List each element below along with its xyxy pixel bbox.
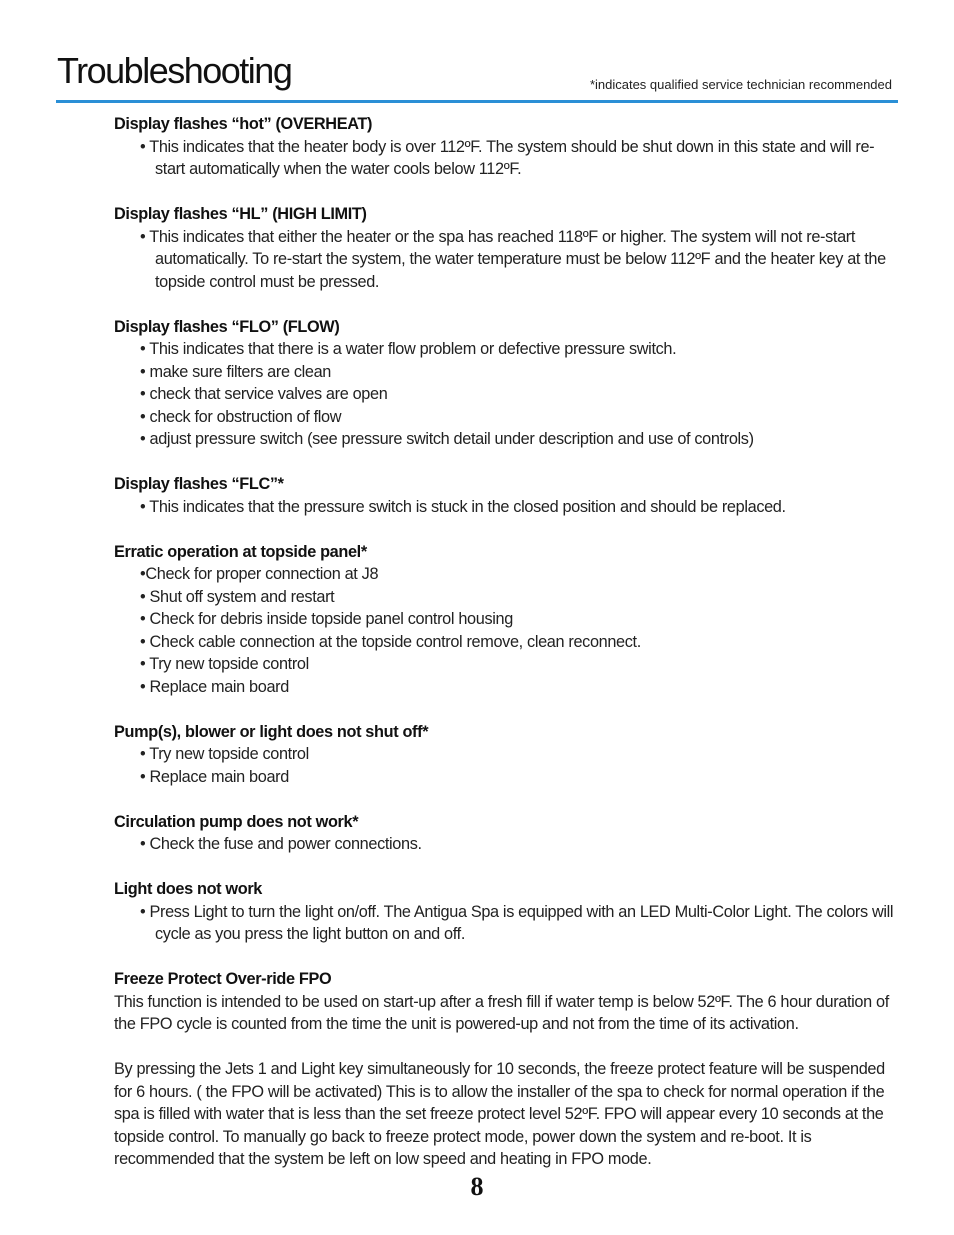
bullet-item: • check for obstruction of flow (140, 407, 342, 426)
bullet-item: • Replace main board (140, 677, 289, 696)
bullet-item: • This indicates that there is a water flow problem or defective pressure switch. (140, 340, 677, 358)
bullet-item: • This indicates that the pressure switch is stuck in the closed position and should be replaced. (140, 497, 786, 516)
section-light (114, 878, 896, 946)
section-heading: Erratic operation at topside panel* (114, 542, 367, 561)
section-heading: Freeze Protect Over-ride FPO (114, 970, 332, 988)
section-heading: Display flashes “HL” (HIGH LIMIT) (114, 205, 367, 223)
section-erratic-operation (114, 541, 896, 699)
fpo-paragraph: This function is intended to be used on start-up after a fresh fill if water temp is below 52ºF. The 6 hour duration of the FPO cycle is counted from the time the unit is powered-up and not from the time of its activation. (114, 992, 889, 1033)
bullet-item: • Try new topside control (140, 745, 309, 763)
section-freeze-protect (114, 968, 896, 1171)
page-number: 8 (470, 1172, 484, 1201)
header-rule (56, 100, 898, 103)
section-heading: Circulation pump does not work* (114, 812, 359, 831)
troubleshooting-content (114, 113, 896, 1193)
bullet-item: •Check for proper connection at J8 (140, 565, 379, 583)
bullet-item: • Check for debris inside topside panel control housing (140, 610, 513, 628)
bullet-item: • Replace main board (140, 767, 289, 786)
bullet-item: • Check the fuse and power connections. (140, 835, 422, 853)
bullet-item: • check that service valves are open (140, 385, 388, 403)
page-title: Troubleshooting (57, 50, 292, 91)
section-overheat (114, 113, 896, 181)
section-flow (114, 316, 896, 451)
bullet-item: • This indicates that either the heater or the spa has reached 118ºF or higher. The system will not re-start automatically. To re-start the system, the water temperature must be below 112ºF and the heater key at the topside control must be pressed. (140, 227, 886, 291)
technician-note: *indicates qualified service technician recommended (589, 77, 892, 92)
fpo-paragraph: By pressing the Jets 1 and Light key simultaneously for 10 seconds, the freeze protect feature will be suspended for 6 hours. ( the FPO will be activated) This is to allow the installer of the spa to check for normal operation if the spa is filled with water that is less than the set freeze protect level 52ºF. FPO will appear every 10 seconds at the topside control. To manually go back to freeze protect mode, power down the system and re-boot. It is recommended that the system be left on low speed and heating in FPO mode. (114, 1060, 885, 1168)
section-heading: Display flashes “hot” (OVERHEAT) (114, 115, 373, 133)
section-high-limit (114, 203, 896, 293)
section-flc (114, 473, 896, 518)
section-no-shut-off (114, 721, 896, 789)
section-heading: Pump(s), blower or light does not shut off* (114, 722, 429, 741)
bullet-item: • Try new topside control (140, 655, 309, 673)
bullet-item: • Check cable connection at the topside control remove, clean reconnect. (140, 632, 641, 651)
bullet-item: • Press Light to turn the light on/off. The Antigua Spa is equipped with an LED Multi-Color Light. The colors will cycle as you press the light button on and off. (140, 902, 894, 943)
bullet-item: • adjust pressure switch (see pressure switch detail under description and use of controls) (140, 430, 754, 448)
bullet-item: • This indicates that the heater body is over 112ºF. The system should be shut down in this state and will re-start automatically when the water cools below 112ºF. (140, 137, 875, 178)
section-heading: Display flashes “FLC”* (114, 475, 284, 493)
bullet-item: • make sure filters are clean (140, 362, 332, 381)
bullet-item: • Shut off system and restart (140, 587, 335, 606)
section-heading: Light does not work (114, 880, 263, 898)
section-circulation-pump (114, 811, 896, 856)
section-heading: Display flashes “FLO” (FLOW) (114, 317, 340, 336)
